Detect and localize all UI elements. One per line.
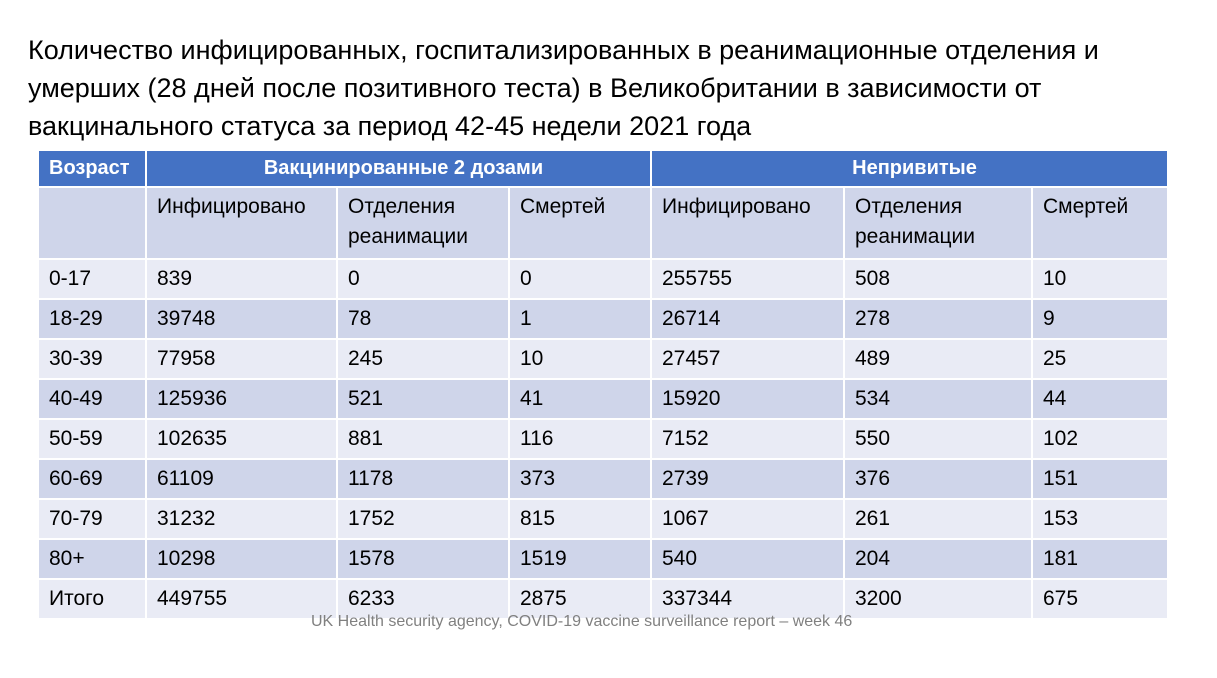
cell-vaccinated-deaths: 2875 [510,580,650,618]
table-row [39,460,1167,498]
cell-unvaccinated-deaths: 9 [1033,300,1167,338]
cell-unvaccinated-deaths: 44 [1033,380,1167,418]
cell-unvaccinated-icu: 261 [845,500,1031,538]
subheader-vaccinated-deaths: Смертей [510,188,650,258]
source-caption: UK Health security agency, COVID-19 vaccine surveillance report – week 46 [311,613,853,630]
cell-vaccinated-infected: 125936 [147,380,336,418]
cell-vaccinated-infected: 839 [147,260,336,298]
cell-age: 70-79 [39,500,145,538]
cell-age: 60-69 [39,460,145,498]
cell-unvaccinated-deaths: 102 [1033,420,1167,458]
covid-stats-table [37,149,1169,620]
table-row [39,260,1167,298]
cell-vaccinated-icu: 245 [338,340,508,378]
table-row [39,300,1167,338]
subheader-empty [39,188,145,258]
cell-unvaccinated-infected: 2739 [652,460,843,498]
cell-vaccinated-infected: 61109 [147,460,336,498]
cell-unvaccinated-icu: 489 [845,340,1031,378]
header-unvaccinated: Непривитые [652,151,1167,186]
cell-unvaccinated-deaths: 10 [1033,260,1167,298]
cell-vaccinated-icu: 1178 [338,460,508,498]
cell-age: 40-49 [39,380,145,418]
table-row [39,540,1167,578]
table-header-row [39,151,1167,186]
cell-unvaccinated-icu: 278 [845,300,1031,338]
subheader-unvaccinated-infected: Инфицировано [652,188,843,258]
subheader-unvaccinated-icu: Отделения реанимации [845,188,1031,258]
cell-age: Итого [39,580,145,618]
cell-vaccinated-deaths: 116 [510,420,650,458]
cell-unvaccinated-icu: 508 [845,260,1031,298]
cell-vaccinated-icu: 1578 [338,540,508,578]
cell-vaccinated-deaths: 1 [510,300,650,338]
cell-vaccinated-deaths: 41 [510,380,650,418]
header-vaccinated: Вакцинированные 2 дозами [147,151,650,186]
cell-unvaccinated-infected: 15920 [652,380,843,418]
cell-unvaccinated-infected: 26714 [652,300,843,338]
cell-vaccinated-icu: 881 [338,420,508,458]
cell-age: 50-59 [39,420,145,458]
cell-vaccinated-infected: 77958 [147,340,336,378]
subheader-unvaccinated-deaths: Смертей [1033,188,1167,258]
cell-age: 0-17 [39,260,145,298]
cell-unvaccinated-deaths: 151 [1033,460,1167,498]
cell-unvaccinated-icu: 204 [845,540,1031,578]
cell-vaccinated-deaths: 10 [510,340,650,378]
cell-unvaccinated-icu: 550 [845,420,1031,458]
cell-vaccinated-infected: 102635 [147,420,336,458]
cell-vaccinated-icu: 6233 [338,580,508,618]
subheader-vaccinated-icu: Отделения реанимации [338,188,508,258]
cell-vaccinated-icu: 521 [338,380,508,418]
cell-unvaccinated-infected: 337344 [652,580,843,618]
header-age: Возраст [39,151,145,186]
cell-vaccinated-infected: 39748 [147,300,336,338]
cell-unvaccinated-icu: 534 [845,380,1031,418]
cell-vaccinated-icu: 78 [338,300,508,338]
cell-vaccinated-infected: 10298 [147,540,336,578]
cell-unvaccinated-deaths: 181 [1033,540,1167,578]
slide-title: Количество инфицированных, госпитализированных в реанимационные отделения и умерших (28 дней после позитивного теста) в Великобритании в зависимости от вакцинального статуса за период 42-45 недели 2021 года [28,35,1099,141]
subheader-vaccinated-infected: Инфицировано [147,188,336,258]
cell-vaccinated-infected: 449755 [147,580,336,618]
table-row [39,500,1167,538]
cell-unvaccinated-infected: 255755 [652,260,843,298]
cell-vaccinated-deaths: 1519 [510,540,650,578]
table-subheader-row [39,188,1167,258]
cell-age: 30-39 [39,340,145,378]
cell-vaccinated-icu: 0 [338,260,508,298]
cell-unvaccinated-infected: 540 [652,540,843,578]
table-row [39,420,1167,458]
cell-vaccinated-icu: 1752 [338,500,508,538]
cell-unvaccinated-infected: 1067 [652,500,843,538]
cell-vaccinated-infected: 31232 [147,500,336,538]
cell-unvaccinated-infected: 27457 [652,340,843,378]
cell-age: 80+ [39,540,145,578]
cell-unvaccinated-deaths: 675 [1033,580,1167,618]
table-row [39,340,1167,378]
cell-unvaccinated-deaths: 153 [1033,500,1167,538]
cell-vaccinated-deaths: 373 [510,460,650,498]
cell-unvaccinated-deaths: 25 [1033,340,1167,378]
table-row [39,380,1167,418]
cell-vaccinated-deaths: 815 [510,500,650,538]
cell-unvaccinated-icu: 3200 [845,580,1031,618]
cell-vaccinated-deaths: 0 [510,260,650,298]
cell-unvaccinated-infected: 7152 [652,420,843,458]
cell-age: 18-29 [39,300,145,338]
cell-unvaccinated-icu: 376 [845,460,1031,498]
